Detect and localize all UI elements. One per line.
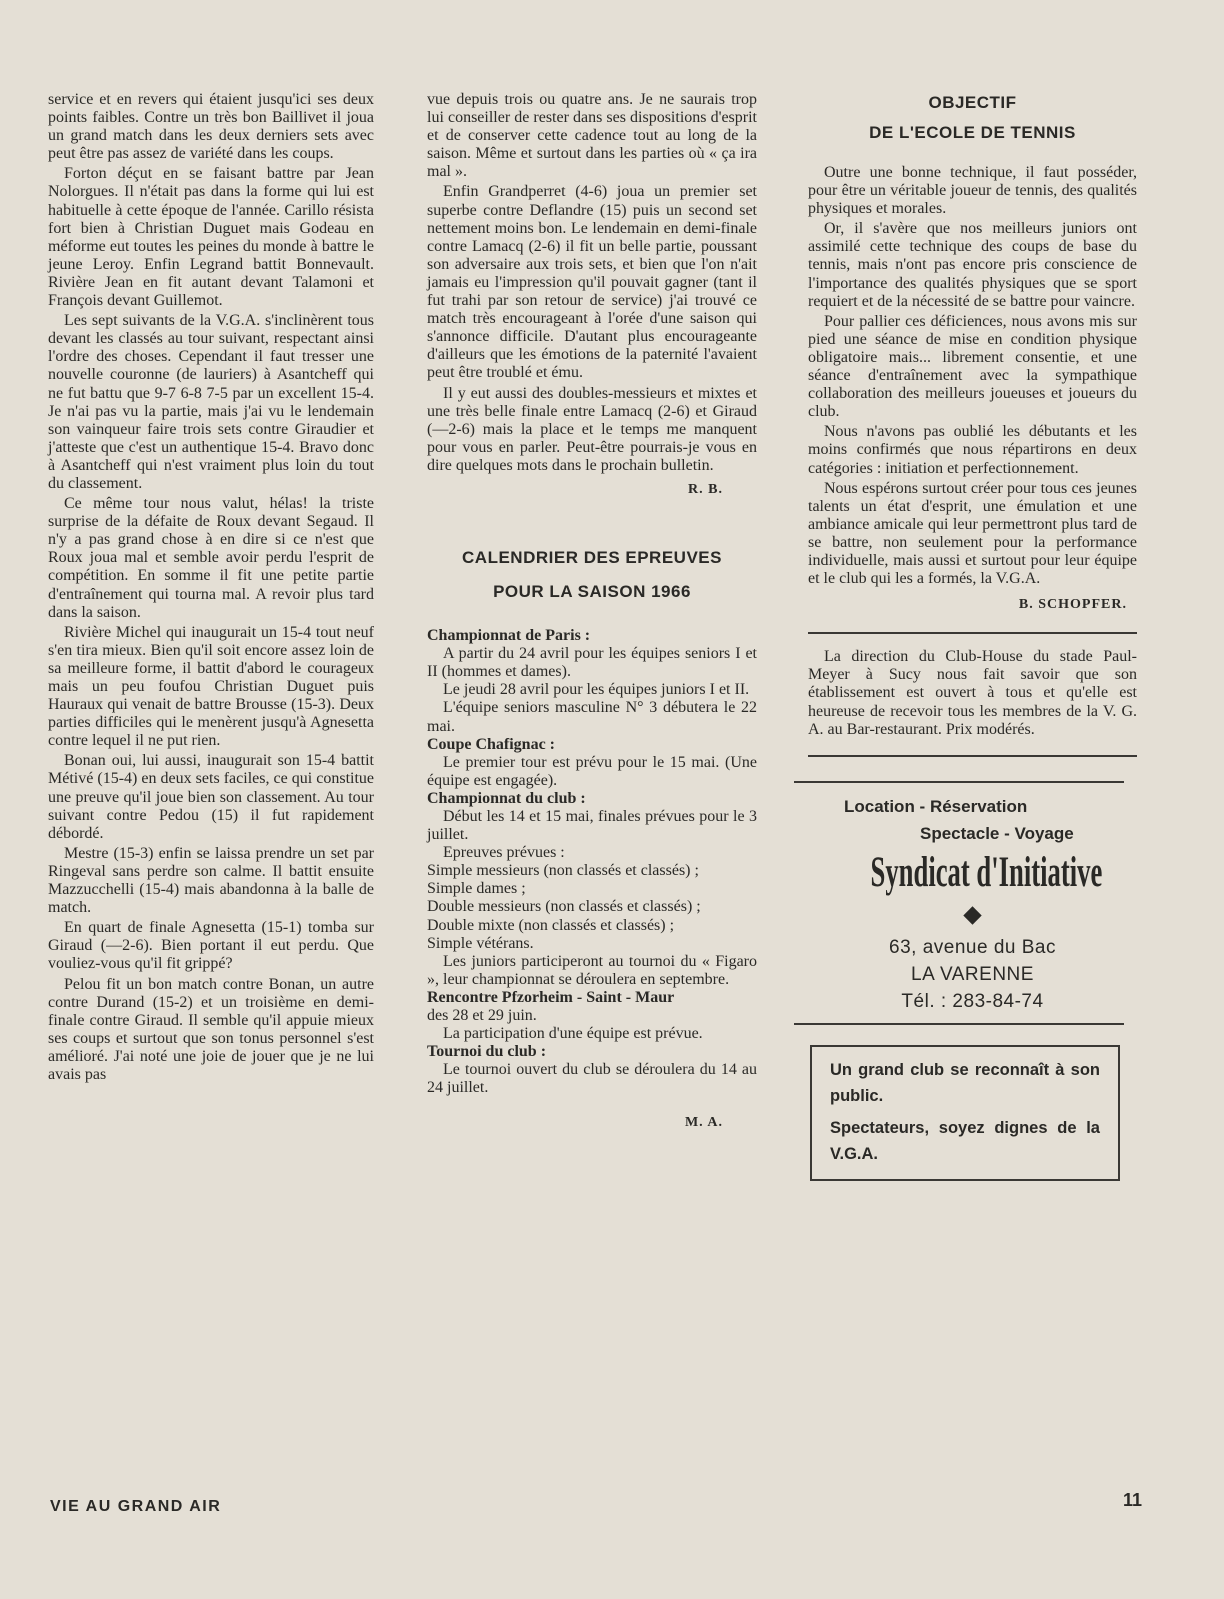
article-paragraph: Mestre (15-3) enfin se laissa prendre un set par Ringeval sans perdre son calme. Il battit ensuite Mazzucchelli (15-4) mais abandonna à la balle de match. — [48, 844, 374, 917]
ad-bottom-rule — [794, 1023, 1124, 1025]
school-paragraph: Nous espérons surtout créer pour tous ces jeunes talents un état d'esprit, une émulation et une ambiance amicale qui leur permettront plus tard de se battre, non seulement pour la performance individuelle, mais aussi et surtout pour leur équipe et le club qui les a formés, la V.G.A. — [808, 479, 1137, 588]
article-paragraph: Pelou fit un bon match contre Bonan, un autre contre Durand (15-2) et un troisième en demi-finale contre Giraud. Il semble qu'il appuie mieux ses coups et surtout que son tonus personnel s'est amélioré. J'ai noté une joie de jouer que je ne lui avais pas — [48, 975, 374, 1083]
clubhouse-notice: La direction du Club-House du stade Paul-Meyer à Sucy nous fait savoir que son établissement est ouvert à tous et qu'elle est heureuse de recevoir tous les membres de la V. G. A. au Bar-restaurant. Prix modérés. — [808, 648, 1137, 738]
calendar-title-line2: POUR LA SAISON 1966 — [493, 582, 691, 602]
calendar-event-detail: Epreuves prévues : — [443, 844, 565, 862]
calendar-event-title: Rencontre Pfzorheim - Saint - Maur — [427, 988, 675, 1006]
calendar-event-detail: Les juniors participeront au tournoi du « Figaro », leur championnat se déroulera en septembre. — [427, 952, 757, 988]
calendar-event-title: Tournoi du club : — [427, 1043, 547, 1061]
calendar-event-title: Coupe Chafignac : — [427, 735, 556, 753]
school-paragraph: Nous n'avons pas oublié les débutants et les moins confirmés que nous répartirons en deux catégories : initiation et perfectionnement. — [808, 423, 1137, 477]
calendar-event-detail: Le tournoi ouvert du club se déroulera du 14 au 24 juillet. — [427, 1061, 757, 1097]
calendar-event-title: Championnat du club : — [427, 789, 586, 807]
calendar-event-detail: La participation d'une équipe est prévue. — [443, 1025, 703, 1043]
calendar-event-title: Championnat de Paris : — [427, 627, 591, 645]
article-paragraph: Ce même tour nous valut, hélas! la triste surprise de la défaite de Roux devant Segaud. Il n'y a pas grand chose à en dire si ce n'est que Roux joua mal et semble avoir perdu l'esprit de compétition. En somme il fit une petite partie d'entraînement qui tourna mal. A revoir plus tard dans la saison. — [48, 495, 374, 621]
ad-line-spectacle: Spectacle - Voyage — [920, 823, 1074, 843]
slogan-line2: Spectateurs, soyez dignes de la V.G.A. — [830, 1118, 1100, 1163]
ad-syndicat-name: Syndicat d'Initiative — [870, 848, 1103, 896]
school-signature: B. SCHOPFER. — [1018, 597, 1127, 613]
article-paragraph: service et en revers qui étaient jusqu'ici ses deux points faibles. Contre un très bon Baillivet il joua un grand match dans les deux derniers sets avec peut être pas assez de variété dans les coups. — [48, 91, 374, 163]
article-paragraph: Enfin Grandperret (4-6) joua un premier set superbe contre Deflandre (15) puis un second set nettement moins bon. Le lendemain en demi-finale contre Lamacq (2-6) il fit un belle partie, poussant son adversaire aux trois sets, et bien que l'on n'ait jamais eu l'impression qu'il pouvait gagner (tant il fut trahi par son retour de service) j'ai trouvé ce match très encourageant à l'orée d'une saison qui s'annonce difficile. D'autant plus encourageante d'ailleurs que les émotions de la paternité l'avaient peut être troublé et ému. — [427, 183, 757, 382]
school-title-line2: DE L'ECOLE DE TENNIS — [869, 123, 1076, 142]
magazine-name: VIE AU GRAND AIR — [50, 1498, 222, 1515]
calendar-event-detail: A partir du 24 avril pour les équipes seniors I et II (hommes et dames). — [427, 645, 757, 681]
calendar-event-item: Double messieurs (non classés et classés) ; — [427, 898, 701, 916]
slogan-line1: Un grand club se reconnaît à son public. — [830, 1060, 1100, 1105]
article-paragraph: Forton déçut en se faisant battre par Jean Nolorgues. Il n'était pas dans la forme qui lui est habituelle à cette époque de l'année. Carillo résista fort bien à Christian Duguet mais Godeau en méforme eut toutes les peines du monde à battre le jeune Leroy. Enfin Legrand battit Bonnevault. Rivière Jean en fit autant devant Talamoni et François devant Guillemot. — [48, 165, 374, 310]
calendar-event-detail: L'équipe seniors masculine N° 3 débutera le 22 mai. — [427, 699, 757, 735]
article-paragraph: Bonan oui, lui aussi, inaugurait son 15-4 battit Métivé (15-4) en deux sets faciles, ce qui constitue une preuve qu'il joue bien son classement. Au tour suivant contre Pedou (15) il fut rapidement débordé. — [48, 752, 374, 842]
article-paragraph: En quart de finale Agnesetta (15-1) tomba sur Giraud (—2-6). Bien portant il eut perdu. Que vouliez-vous qu'il fit grippé? — [48, 919, 374, 973]
ad-address-street: 63, avenue du Bac — [889, 936, 1056, 958]
school-paragraph: Outre une bonne technique, il faut posséder, pour être un véritable joueur de tennis, des qualités physiques et morales. — [808, 164, 1137, 218]
calendar-title-line1: CALENDRIER DES EPREUVES — [462, 548, 722, 568]
diamond-ornament-icon — [963, 906, 981, 924]
calendar-event-item: Simple dames ; — [427, 880, 526, 898]
calendar-event-item: Double mixte (non classés et classés) ; — [427, 916, 675, 934]
school-paragraph: Or, il s'avère que nos meilleurs juniors ont assimilé cette technique des coups de base du tennis, mais n'ont pas encore pris conscience de l'importance des qualités physiques que se sport requiert et de la nécessité de se battre pour vaincre. — [808, 220, 1137, 310]
calendar-event-item: Simple messieurs (non classés et classés) ; — [427, 862, 699, 880]
page-number: 11 — [1123, 1490, 1143, 1510]
ad-line-location: Location - Réservation — [844, 796, 1028, 816]
ad-phone: Tél. : 283-84-74 — [901, 990, 1044, 1012]
column-left — [48, 91, 374, 1086]
calendar-event-item: Simple vétérans. — [427, 934, 534, 952]
article-paragraph: vue depuis trois ou quatre ans. Je ne saurais trop lui conseiller de rester dans ses dispositions d'esprit et de conserver cette cadence tout au long de la saison. Même et surtout dans les parties où « ça ira mal ». — [427, 91, 757, 181]
article-signature: R. B. — [688, 481, 723, 497]
article-paragraph: Il y eut aussi des doubles-messieurs et mixtes et une très belle finale entre Lamacq (2-6) et Giraud (—2-6) mais la place et le temps me manquent pour vous en parler. Peut-être pourrais-je vous en dire quelques mots dans le prochain bulletin. — [427, 384, 757, 474]
column-right — [808, 88, 1137, 1181]
article-paragraph: Les sept suivants de la V.G.A. s'inclinèrent tous devant les classés au tour suivant, respectant ainsi l'ordre des choses. Cependant il faut tresser une nouvelle couronne (de lauriers) à Asantcheff qui ne fut battu que 9-7 6-8 7-5 par un excellent 15-4. Je n'ai pas vu la partie, mais j'ai vu le lendemain son vainqueur faire trois sets contre Giraudier et j'atteste que c'est un authentique 15-4. Bravo donc à Asantcheff qui n'est vraiment plus loin du tout du classement. — [48, 312, 374, 492]
calendar-event-item: des 28 et 29 juin. — [427, 1007, 537, 1025]
school-title-line1: OBJECTIF — [928, 93, 1017, 112]
slogan-box — [810, 1045, 1120, 1181]
school-paragraph: Pour pallier ces déficiences, nous avons mis sur pied une séance de mise en condition physique obligatoire mais... librement consentie, et une séance d'entraînement avec la sympathique collaboration des meilleurs joueuses et joueurs du club. — [808, 312, 1137, 421]
calendar-list — [427, 627, 757, 1097]
divider — [808, 632, 1137, 634]
calendar-event-detail: Le premier tour est prévu pour le 15 mai. (Une équipe est engagée). — [427, 753, 757, 789]
calendar-event-detail: Début les 14 et 15 mai, finales prévues pour le 3 juillet. — [427, 808, 757, 844]
article-paragraph: Rivière Michel qui inaugurait un 15-4 tout neuf s'en tira mieux. Bien qu'il soit encore assez loin de sa meilleure forme, il battit d'abord le courageux mais un peu foufou Christian Duguet puis Hauraux qui venait de battre Brousse (15-3). Deux parties difficiles qui le menèrent jusqu'à Agnesetta contre lequel il ne put rien. — [48, 623, 374, 750]
divider — [808, 755, 1137, 757]
ad-address-city: LA VARENNE — [911, 963, 1034, 985]
calendar-signature: M. A. — [684, 1114, 723, 1130]
column-middle — [427, 91, 757, 1132]
calendar-event-detail: Le jeudi 28 avril pour les équipes juniors I et II. — [443, 681, 750, 699]
